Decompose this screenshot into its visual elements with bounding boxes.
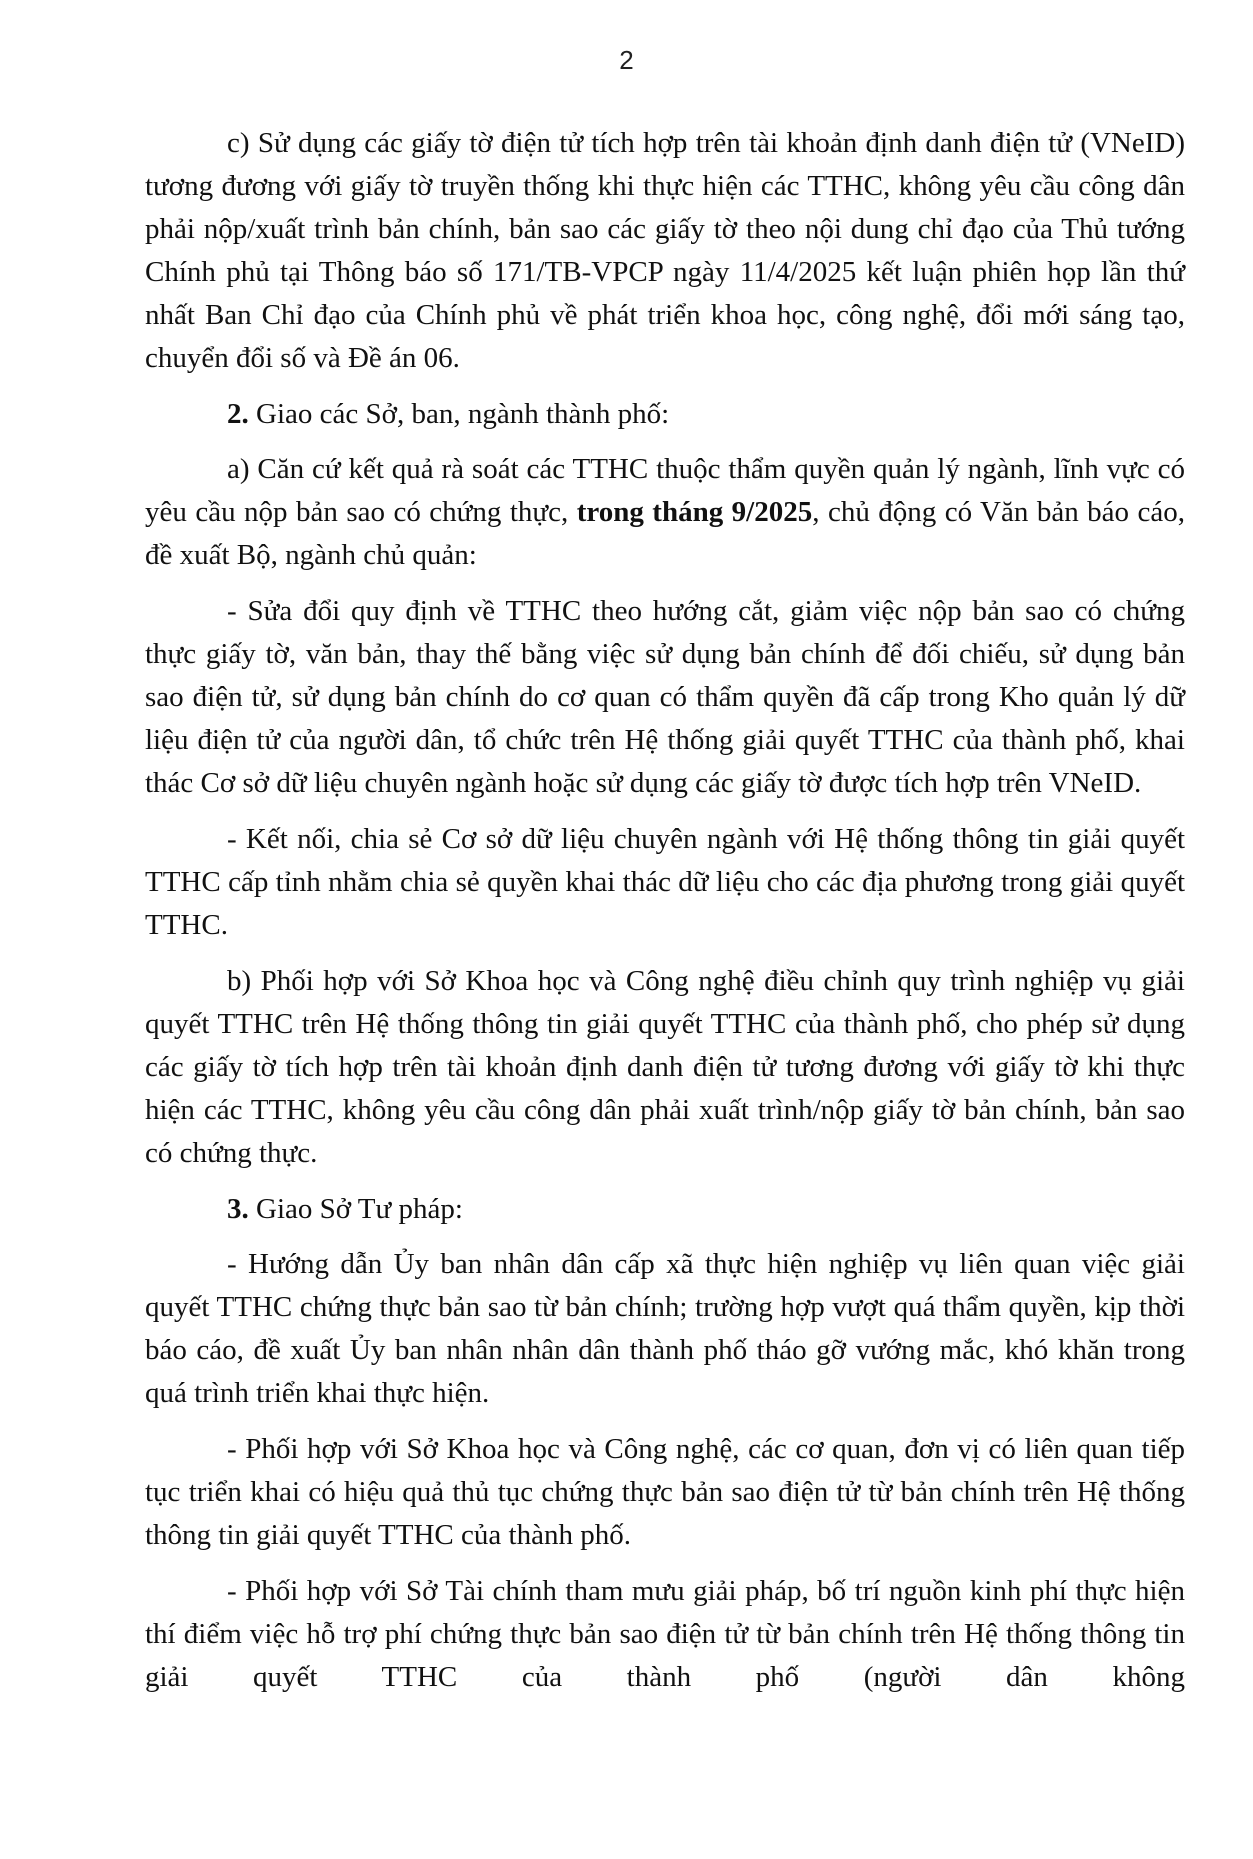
page-number: 2 bbox=[619, 45, 634, 75]
paragraph-2a-bullet-2: - Kết nối, chia sẻ Cơ sở dữ liệu chuyên ngành với Hệ thống thông tin giải quyết TTHC cấp tỉnh nhằm chia sẻ quyền khai thác dữ liệu cho các địa phương trong giải quyết TTHC. bbox=[145, 823, 1185, 941]
paragraph-3-bullet-3: - Phối hợp với Sở Tài chính tham mưu giải pháp, bố trí nguồn kinh phí thực hiện thí điểm việc hỗ trợ phí chứng thực bản sao điện tử từ bản chính trên Hệ thống thông tin giải quyết TTHC của thành phố (người dân không bbox=[145, 1575, 1185, 1693]
section-2-heading bbox=[145, 393, 1185, 436]
paragraph-2a bbox=[145, 448, 1185, 577]
section-2-number: 2. bbox=[227, 398, 249, 430]
paragraph-2a-bullet-1: - Sửa đổi quy định về TTHC theo hướng cắt, giảm việc nộp bản sao có chứng thực giấy tờ, văn bản, thay thế bằng việc sử dụng bản chính để đối chiếu, sử dụng bản sao điện tử, sử dụng bản chính do cơ quan có thẩm quyền đã cấp trong Kho quản lý dữ liệu điện tử của người dân, tổ chức trên Hệ thống giải quyết TTHC của thành phố, khai thác Cơ sở dữ liệu chuyên ngành hoặc sử dụng các giấy tờ được tích hợp trên VNeID. bbox=[145, 595, 1185, 799]
paragraph-2a-start: a) Căn cứ kết quả rà soát các TTHC thuộc thẩm quyền quản lý ngành, lĩnh vực có yêu cầu nộp bản sao có chứng thực, bbox=[145, 453, 1185, 528]
paragraph-2a-deadline: trong tháng 9/2025 bbox=[576, 496, 813, 528]
paragraph-3-bullet-1: - Hướng dẫn Ủy ban nhân dân cấp xã thực hiện nghiệp vụ liên quan việc giải quyết TTHC chứng thực bản sao từ bản chính; trường hợp vượt quá thẩm quyền, kịp thời báo cáo, đề xuất Ủy ban nhân nhân dân thành phố tháo gỡ vướng mắc, khó khăn trong quá trình triển khai thực hiện. bbox=[145, 1248, 1185, 1409]
section-3-number: 3. bbox=[227, 1193, 249, 1225]
paragraph-2a-end: , chủ động có Văn bản báo cáo, đề xuất Bộ, ngành chủ quản: bbox=[145, 496, 1185, 571]
paragraph-3-bullet-2: - Phối hợp với Sở Khoa học và Công nghệ, các cơ quan, đơn vị có liên quan tiếp tục triển khai có hiệu quả thủ tục chứng thực bản sao điện tử từ bản chính trên Hệ thống thông tin giải quyết TTHC của thành phố. bbox=[145, 1433, 1185, 1551]
section-3-heading bbox=[145, 1188, 1185, 1231]
section-3-title: Giao Sở Tư pháp: bbox=[248, 1193, 463, 1225]
paragraph-1c: c) Sử dụng các giấy tờ điện tử tích hợp trên tài khoản định danh điện tử (VNeID) tương đương với giấy tờ truyền thống khi thực hiện các TTHC, không yêu cầu công dân phải nộp/xuất trình bản chính, bản sao các giấy tờ theo nội dung chỉ đạo của Thủ tướng Chính phủ tại Thông báo số 171/TB-VPCP ngày 11/4/2025 kết luận phiên họp lần thứ nhất Ban Chỉ đạo của Chính phủ về phát triển khoa học, công nghệ, đổi mới sáng tạo, chuyển đổi số và Đề án 06. bbox=[145, 127, 1185, 374]
document-body bbox=[145, 122, 1185, 1712]
section-2-title: Giao các Sở, ban, ngành thành phố: bbox=[248, 398, 670, 430]
paragraph-2b: b) Phối hợp với Sở Khoa học và Công nghệ điều chỉnh quy trình nghiệp vụ giải quyết TTHC trên Hệ thống thông tin giải quyết TTHC của thành phố, cho phép sử dụng các giấy tờ tích hợp trên tài khoản định danh điện tử tương đương với giấy tờ khi thực hiện các TTHC, không yêu cầu công dân phải xuất trình/nộp giấy tờ bản chính, bản sao có chứng thực. bbox=[145, 965, 1185, 1169]
